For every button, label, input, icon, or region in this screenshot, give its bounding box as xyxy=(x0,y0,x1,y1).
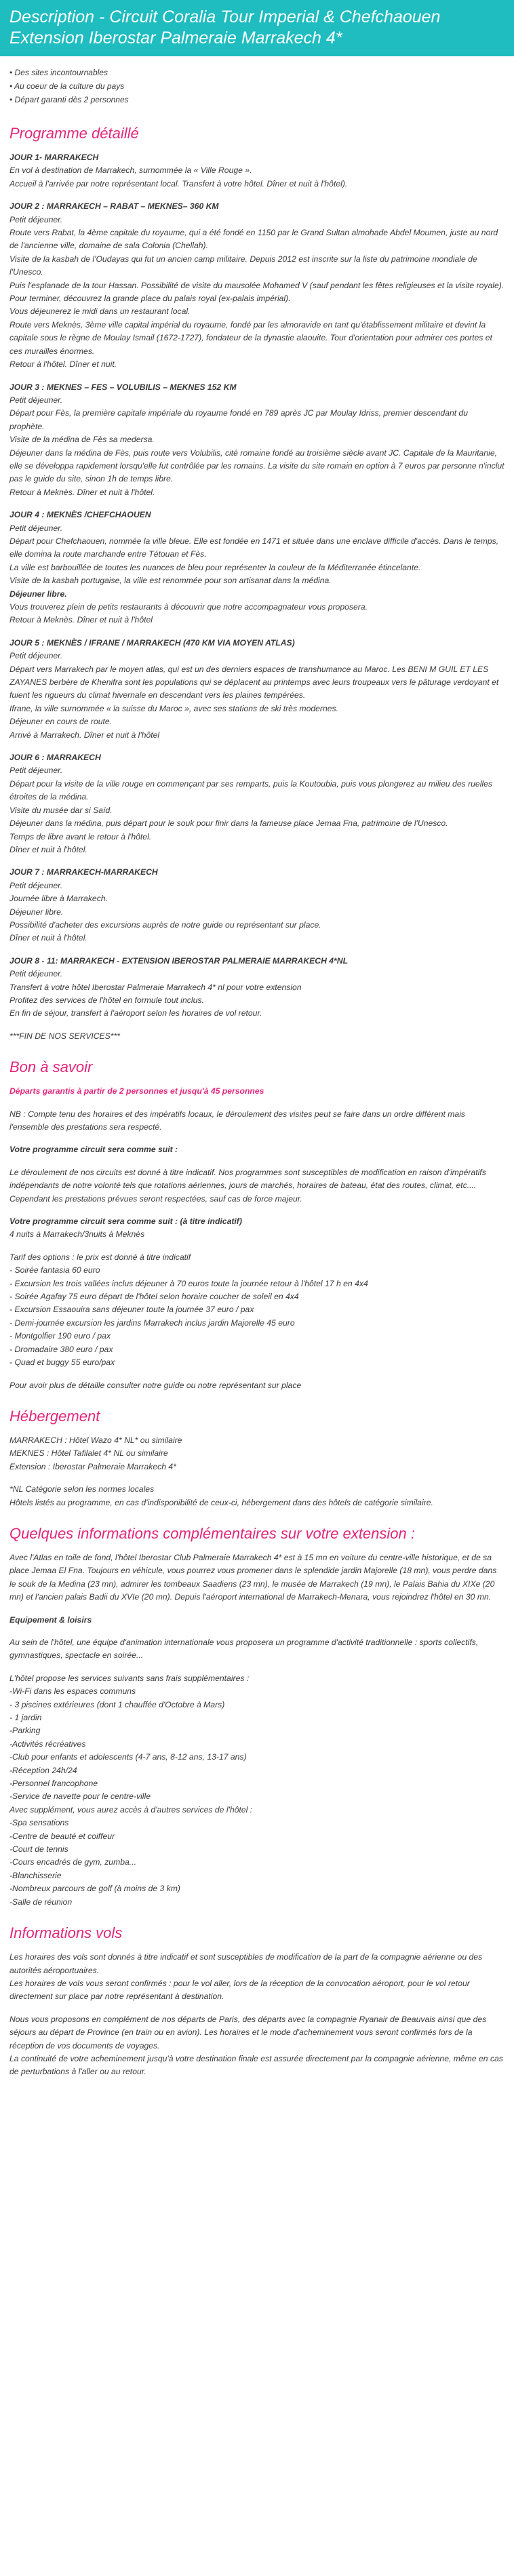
highlight-item: • Des sites incontournables xyxy=(9,68,108,77)
day-block xyxy=(0,381,514,500)
day-line: Départ pour Chefchaouen, nommée la ville bleue. Elle est fondée en 1471 et située dans une enclave difficile d'accès. Dans le temps, elle domina la route marchande entre Tétouan et Fès. xyxy=(9,536,499,559)
day-line: Petit déjeuner. xyxy=(9,766,63,776)
bon-a-savoir-heading: Bon à savoir xyxy=(9,1058,93,1076)
day-line: Départ pour la visite de la ville rouge en commençant par ses remparts, puis la Koutoubia, puis vous plongerez au milieu des ruelles étroites de la médina. xyxy=(9,778,492,802)
day-title: JOUR 8 - 11: MARRAKECH - EXTENSION IBEROSTAR PALMERAIE MARRAKECH 4*NL xyxy=(9,955,349,966)
day-line: Retour à Meknès. Dîner et nuit à l'hôtel. xyxy=(9,487,155,497)
tarif-item: - Excursion Essaouira sans déjeuner toute la journée 37 euro / pax xyxy=(9,1305,254,1315)
paid-item: -Centre de beauté et coiffeur xyxy=(9,1831,115,1841)
day-line: Visite de la kasbah portugaise, la ville est renommée pour son artisanat dans la médina. xyxy=(9,576,332,586)
programme-days xyxy=(0,151,514,1021)
paid-item: -Spa sensations xyxy=(9,1818,69,1828)
day-line: Profitez des services de l'hôtel en formule tout inclus. xyxy=(9,995,204,1005)
day-line: Vous déjeunerez le midi dans un restaurant local. xyxy=(9,306,191,317)
day-line: Déjeuner dans la médina, puis départ pour le souk pour finir dans la fameuse place Jemaa Fna, patrimoine de l'Unesco. xyxy=(9,818,448,829)
circuit-text: Le déroulement de nos circuits est donné à titre indicatif. Nos programmes sont susceptibles de modification en raison d'impératifs indépendants de notre volonté tels que rotations aériennes, jours de marchés, horaires de bateau, état des routes, climat, etc.... Cependant les prestations prévues seront respectées, sauf cas de force majeur. xyxy=(9,1167,486,1204)
day-block xyxy=(0,751,514,856)
day-line: Puis l'esplanade de la tour Hassan. Possibilité de visite du mausolée Mohamed V (sauf pendant les fêtes religieuses et la visite royale). Pour terminer, découvrez la grande place du palais royal (ex-palais impérial). xyxy=(9,280,505,304)
tarif-item: - Demi-journée excursion les jardins Marrakech inclus jardin Majorelle 45 euro xyxy=(9,1317,295,1328)
tarif-item: - Soirée Agafay 75 euro départ de l'hôtel selon horaire coucher de soleil en 4x4 xyxy=(9,1292,299,1302)
hotel-note: *NL Catégorie selon les normes locales xyxy=(9,1484,155,1494)
day-line: Ifrane, la ville surnommée « la suisse du Maroc », avec ses stations de ski très modernes. xyxy=(9,703,339,713)
day-line: Départ pour Fès, la première capitale impériale du royaume fondé en 789 après JC par Moulay Idriss, premier descendant du prophète. xyxy=(9,408,469,431)
tarif-item: - Excursion les trois vallées inclus déjeuner à 70 euros toute la journée retour à l'hôtel 17 h en 4x4 xyxy=(9,1278,368,1288)
service-item: - 1 jardin xyxy=(9,1713,42,1722)
day-line: Accueil à l'arrivée par notre représentant local. Transfert à votre hôtel. Dîner et nuit à l'hôtel). xyxy=(9,178,348,189)
hebergement-notes xyxy=(0,1483,514,1509)
hotel-note: Hôtels listés au programme, en cas d'indisponibilité de ceux-ci, hébergement dans des hôtels de catégorie similaire. xyxy=(9,1497,433,1507)
equipement-title: Equipement & loisirs xyxy=(9,1614,92,1625)
day-line: Temps de libre avant le retour à l'hôtel. xyxy=(9,831,152,841)
day-line: Dîner et nuit à l'hôtel. xyxy=(9,933,87,943)
guarantee-text: Départs garantis à partir de 2 personnes et jusqu'à 45 personnes xyxy=(9,1086,264,1096)
highlight-item: • Départ garanti dès 2 personnes xyxy=(9,95,129,104)
circuit2-block: Votre programme circuit sera comme suit : (à titre indicatif) 4 nuits à Marrakech/3nuits à Meknès xyxy=(9,1216,242,1240)
day-line: Déjeuner libre. xyxy=(9,907,64,917)
paid-item: -Nombreux parcours de golf (à moins de 3 km) xyxy=(9,1884,180,1894)
day-line: Petit déjeuner. xyxy=(9,880,63,890)
day-line: Petit déjeuner. xyxy=(9,395,63,405)
vols-text-1: Les horaires des vols sont donnés à titre indicatif et sont susceptibles de modification de la part de la compagnie aérienne ou des autorités aéroportuaires. Les horaires de vols vous seront confirmés : pour le vol aller, lors de la réception de la convocation aéroport, pour le vol retour directement sur place par notre représentant à destination. xyxy=(9,1952,483,2002)
paid-item: -Salle de réunion xyxy=(9,1897,73,1907)
day-block xyxy=(0,955,514,1021)
day-title: JOUR 7 : MARRAKECH-MARRAKECH xyxy=(9,867,158,877)
day-line: Déjeuner en cours de route. xyxy=(9,717,113,727)
service-item: -Activités récréatives xyxy=(9,1739,86,1749)
tarif-note: Pour avoir plus de détaille consulter notre guide ou notre représentant sur place xyxy=(9,1380,302,1390)
vols-text-2: Nous vous proposons en complément de nos départs de Paris, des départs avec la compagnie Ryanair de Beauvais ainsi que des séjours au départ de Province (en train ou en avion). Les horaires et le mode d'acheminement vous seront confirmés lors de la réception de vos documents de voyages. La continuité de votre acheminement jusqu'à votre destination finale est assurée directement par la compagnie aérienne, même en cas de perturbations à l'aller ou au retour. xyxy=(9,2014,503,2077)
day-block xyxy=(0,151,514,191)
service-item: -Wi-Fi dans les espaces communs xyxy=(9,1686,136,1697)
service-item: -Personnel francophone xyxy=(9,1779,98,1789)
hotel-line: Extension : Iberostar Palmeraie Marrakech 4* xyxy=(9,1461,176,1471)
highlight-item: • Au coeur de la culture du pays xyxy=(9,81,125,91)
day-line: Arrivé à Marrakech. Dîner et nuit à l'hôtel xyxy=(9,730,160,740)
day-line: En vol à destination de Marrakech, surnommée la « Ville Rouge ». xyxy=(9,165,252,176)
tarif-item: - Dromadaire 380 euro / pax xyxy=(9,1344,113,1354)
day-line: Route vers Rabat, la 4ème capitale du royaume, qui a été fondé en 1150 par le Grand Sultan almohade Abdel Moumen, juste au nord de l'ancienne ville, domaine de sala Colonia (Chellah). xyxy=(9,228,498,251)
day-line: Visite du musée dar si Saïd. xyxy=(9,805,113,815)
end-of-services: ***FIN DE NOS SERVICES*** xyxy=(9,1031,121,1041)
day-line: Possibilité d'acheter des excursions auprès de notre guide ou représentant sur place. xyxy=(9,919,321,930)
day-line: Déjeuner dans la médina de Fès, puis route vers Volubilis, cité romaine fondé au troisième siècle avant JC. Capitale de la Mauritanie, elle se développa rapidement lorsqu'elle fut contrôlée par les romains. La visite du site romain en option à 7 euros par personne n'inclut pas le guide du site, sinon 1h de temps libre. xyxy=(9,448,505,484)
paid-item: -Court de tennis xyxy=(9,1844,68,1855)
day-line: Petit déjeuner. xyxy=(9,651,63,661)
service-item: -Parking xyxy=(9,1726,41,1736)
paid-item: -Cours encadrés de gym, zumba... xyxy=(9,1857,136,1867)
day-bold-line: Déjeuner libre. xyxy=(9,589,67,599)
equipement-text: Au sein de l'hôtel, une équipe d'animation internationale vous proposera un programme d'activité traditionnelle : sports collectifs, gymnastiques, spectacle en soirée... xyxy=(9,1637,479,1661)
day-line: Dîner et nuit à l'hôtel. xyxy=(9,844,87,854)
day-line: Retour à l'hôtel. Dîner et nuit. xyxy=(9,359,117,370)
day-block xyxy=(0,866,514,945)
vols-heading: Informations vols xyxy=(9,1924,123,1942)
nb-text: NB : Compte tenu des horaires et des impératifs locaux, le déroulement des visites peut se faire dans un ordre différent mais l'ensemble des prestations sera respecté. xyxy=(9,1109,466,1132)
service-item: -Réception 24h/24 xyxy=(9,1765,77,1775)
day-line: Retour à Meknès. Dîner et nuit à l'hôtel xyxy=(9,615,153,625)
paid-intro: Avec supplément, vous aurez accès à d'autres services de l'hôtel : xyxy=(9,1804,253,1815)
day-line: Petit déjeuner. xyxy=(9,969,63,979)
day-block xyxy=(0,200,514,371)
hebergement-heading: Hébergement xyxy=(9,1407,100,1425)
day-line: Vous trouverez plein de petits restaurants à découvrir que notre accompagnateur vous proposera. xyxy=(9,602,368,612)
day-line: Petit déjeuner. xyxy=(9,523,63,533)
day-line: Petit déjeuner. xyxy=(9,214,63,224)
programme-heading: Programme détaillé xyxy=(9,125,139,142)
extension-intro: Avec l'Atlas en toile de fond, l'hôtel Iberostar Club Palmeraie Marrakech 4* est à 15 mn en voiture du centre-ville historique, et de sa place Jemaa El Fna. Toujours en véhicule, vous pourrez vous promener dans le splendide jardin Majorelle (18 mn), vous perdre dans le souk de la Medina (23 mn), admirer les tombeaux Saadiens (23 mn), le musée de Marrakech (19 mn), le Palais Bahia du XIXe (20 mn) et l'ancien palais Badii du XVIe (20 mn). Depuis l'aéroport international de Marrakech-Menara, vous rejoindrez l'hôtel en 30 mn. xyxy=(9,1552,497,1602)
day-title: JOUR 2 : MARRAKECH – RABAT – MEKNES– 360 KM xyxy=(9,201,219,212)
day-line: En fin de séjour, transfert à l'aéroport selon les horaires de vol retour. xyxy=(9,1008,262,1018)
day-line: Journée libre à Marrakech. xyxy=(9,894,108,904)
day-title: JOUR 1- MARRAKECH xyxy=(9,153,99,162)
hotel-line: MEKNES : Hôtel Tafilalet 4* NL ou similaire xyxy=(9,1448,168,1459)
day-line: Route vers Meknès, 3ème ville capital impérial du royaume, fondé par les almoravide en tant qu'établissement militaire et devint la capitale sous le règne de Moulay Ismail (1672-1727), fondateur de la dynastie alaouite. Tour d'orientation pour admirer ces portes et ces murailles énormes. xyxy=(9,319,492,356)
service-item: -Service de navette pour le centre-ville xyxy=(9,1791,151,1802)
service-item: - 3 piscines extérieures (dont 1 chauffée d'Octobre à Mars) xyxy=(9,1699,225,1709)
hebergement-hotels xyxy=(0,1434,514,1473)
tarif-item: - Montgolfier 190 euro / pax xyxy=(9,1331,111,1341)
day-line: Visite de la kasbah de l'Oudayas qui fut un ancien camp militaire. Depuis 2012 est inscrite sur la liste du patrimoine mondiale de l'Unesco. xyxy=(9,254,477,277)
highlights-list xyxy=(0,63,514,109)
day-title: JOUR 6 : MARRAKECH xyxy=(9,753,101,763)
day-line: Départ vers Marrakech par le moyen atlas, qui est un des derniers espaces de transhumance au Maroc. Les BENI M GUIL ET LES ZAYANES berbère de Khenifra sont les populations qui se déplacent au printemps avec leurs troupeaux vers le pâturage verdoyant et fuient les rigueurs du climat hivernale en descendant vers les plaines tempérées. xyxy=(9,664,499,700)
extension-heading: Quelques informations complémentaires sur votre extension : xyxy=(9,1524,415,1542)
tarif-item: - Soirée fantasia 60 euro xyxy=(9,1265,100,1275)
day-title: JOUR 3 : MEKNES – FES – VOLUBILIS – MEKNES 152 KM xyxy=(9,382,237,392)
hotel-line: MARRAKECH : Hôtel Wazo 4* NL* ou similaire xyxy=(9,1435,182,1445)
day-title: JOUR 5 : MEKNÈS / IFRANE / MARRAKECH (470 KM VIA MOYEN ATLAS) xyxy=(9,637,295,648)
day-title: JOUR 4 : MEKNÈS /CHEFCHAOUEN xyxy=(9,510,151,520)
day-block xyxy=(0,637,514,742)
day-line: Transfert à votre hôtel Iberostar Palmeraie Marrakech 4* nl pour votre extension xyxy=(9,982,302,992)
service-item: -Club pour enfants et adolescents (4-7 ans, 8-12 ans, 13-17 ans) xyxy=(9,1752,247,1762)
options-tarifs: Tarif des options : le prix est donné à titre indicatif - Soirée fantasia 60 euro - Excursion les trois vallées inclus déjeuner à 70 euros toute la journée retour à l'hôtel 17 h en 4x4 - Soirée Agafay 75 euro départ de l'hôtel selon horaire coucher de soleil en 4x4 - Excursion Essaouira sans déjeuner toute la journée 37 euro / pax - Demi-journée excursion les jardins Marrakech inclus jardin Majorelle 45 euro - Montgolfier 190 euro / pax - Dromadaire 380 euro / pax - Quad et buggy 55 euro/pax xyxy=(0,1251,514,1370)
day-line: Visite de la médina de Fès sa medersa. xyxy=(9,435,155,445)
day-line: La ville est barbouillée de toutes les nuances de bleu pour représenter la couleur de la Méditerranée étincelante. xyxy=(9,562,421,572)
services-list: L'hôtel propose les services suivants sans frais supplémentaires : -Wi-Fi dans les espaces communs - 3 piscines extérieures (dont 1 chauffée d'Octobre à Mars) - 1 jardin -Parking -Activités récréatives -Club pour enfants et adolescents (4-7 ans, 8-12 ans, 13-17 ans) -Réception 24h/24 -Personnel francophone -Service de navette pour le centre-ville Avec supplément, vous aurez accès à d'autres services de l'hôtel : -Spa sensations -Centre de beauté et coiffeur -Court de tennis -Cours encadrés de gym, zumba... -Blanchisserie -Nombreux parcours de golf (à moins de 3 km) -Salle de réunion xyxy=(0,1672,514,1909)
paid-item: -Blanchisserie xyxy=(9,1870,62,1880)
circuit-title: Votre programme circuit sera comme suit : xyxy=(9,1145,178,1155)
tarif-item: - Quad et buggy 55 euro/pax xyxy=(9,1358,115,1368)
day-block xyxy=(0,509,514,627)
page-title: Description - Circuit Coralia Tour Imperial & Chefchaouen Extension Iberostar Palmeraie Marrakech 4* xyxy=(0,0,514,56)
